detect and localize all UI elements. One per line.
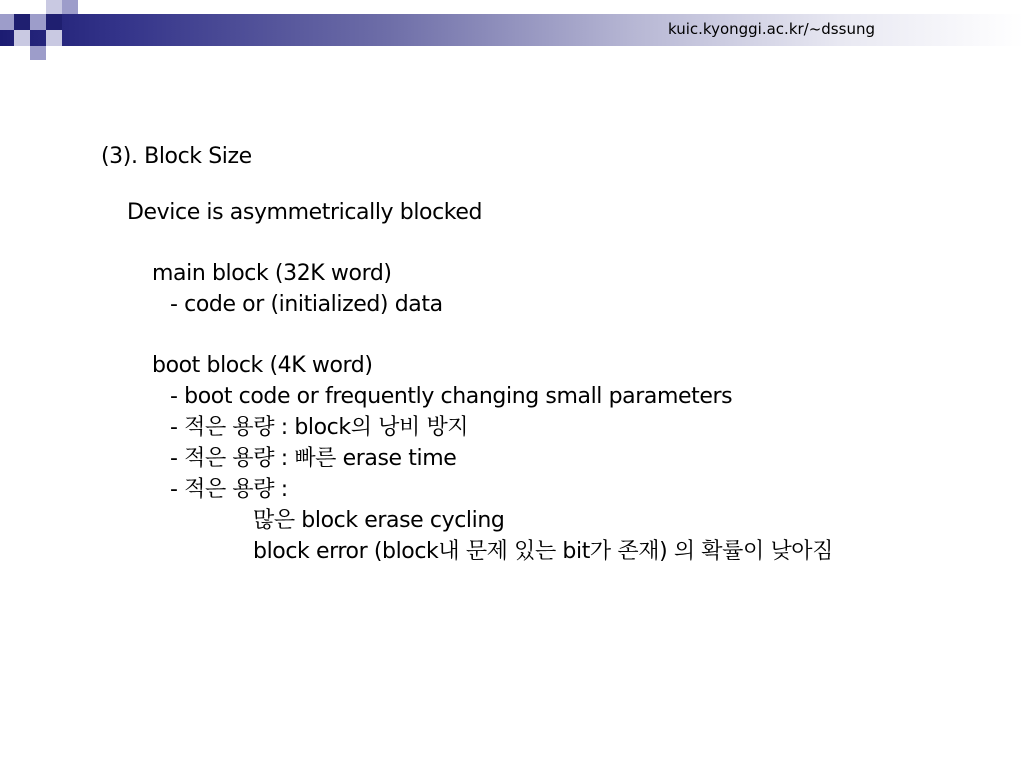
boot-block-item: - 적은 용량 : block의 낭비 방지: [170, 415, 469, 440]
boot-block-item: - boot code or frequently changing small parameters: [170, 384, 733, 409]
boot-block-subitem: 많은 block erase cycling: [253, 508, 505, 533]
boot-block-item: - 적은 용량 :: [170, 477, 288, 502]
section-title: (3). Block Size: [101, 144, 252, 169]
main-block-item: - code or (initialized) data: [170, 292, 443, 317]
main-block-heading: main block (32K word): [152, 261, 392, 286]
boot-block-heading: boot block (4K word): [152, 353, 373, 378]
header-url: kuic.kyonggi.ac.kr/~dssung: [668, 20, 875, 38]
boot-block-subitem: block error (block내 문제 있는 bit가 존재) 의 확률이 낮아짐: [253, 539, 833, 564]
section-subtitle: Device is asymmetrically blocked: [127, 200, 483, 225]
boot-block-item: - 적은 용량 : 빠른 erase time: [170, 446, 457, 471]
